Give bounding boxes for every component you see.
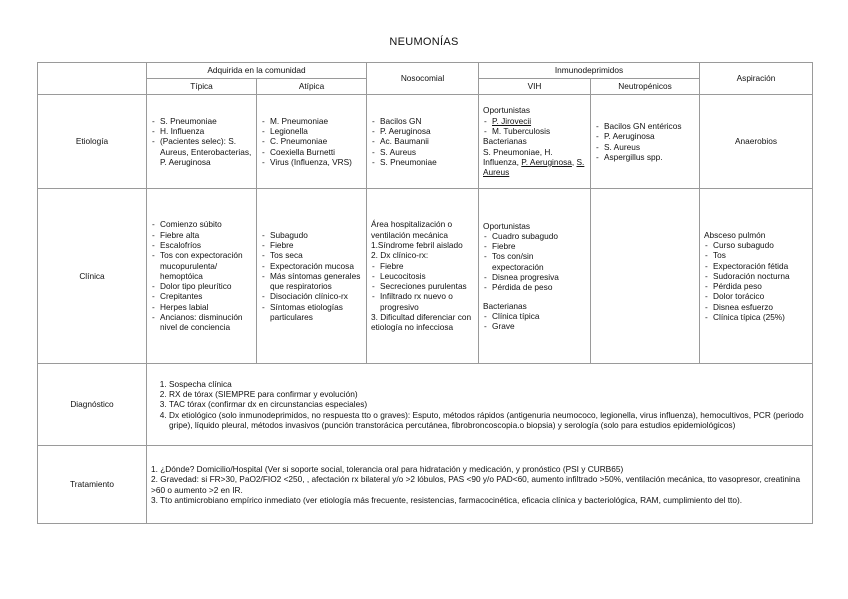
list-item: - Fiebre: [371, 261, 474, 271]
list-item: - Comienzo súbito: [151, 219, 252, 229]
list-item: - Ancianos: disminución nivel de conciencia: [151, 312, 252, 333]
list-item: - Disociación clínico-rx: [261, 291, 362, 301]
etiologia-vih: [479, 95, 591, 189]
list-item: 3. TAC tórax (confirmar dx en circunstancias especiales): [169, 399, 808, 409]
header-nosocomial: Nosocomial: [367, 63, 479, 95]
list-item: - Fiebre alta: [151, 230, 252, 240]
etiologia-atipica: [257, 95, 367, 189]
list-item: - Pérdida de peso: [483, 282, 586, 292]
list-item: - Secreciones purulentas: [371, 281, 474, 291]
clinica-nosocomial: Área hospitalización o ventilación mecánica 1.Síndrome febril aislado 2. Dx clínico-rx: - Fiebre - Leucocitosis - Secreciones purulentas - Infiltrado rx nuevo o progresivo 3. Dificultad diferenciar con etiología no infecciosa: [367, 189, 479, 364]
row-label-etiologia: Etiología: [38, 95, 147, 189]
list-item: - Más síntomas generales que respiratorios: [261, 271, 362, 292]
paragraph: 3. Tto antimicrobiano empírico inmediato (ver etiología más frecuente, resistencias, farmacocinética, eficacia clínica y bacteriológica, RAM, cumplimiento del tto).: [151, 494, 743, 505]
list-item: - Clínica típica: [483, 311, 586, 321]
list-item: 2. RX de tórax (SIEMPRE para confirmar y evolución): [169, 389, 808, 399]
list-item: - Infiltrado rx nuevo o progresivo: [371, 291, 474, 312]
list-item: - Cuadro subagudo: [483, 231, 586, 241]
list-item: - Tos seca: [261, 250, 362, 260]
header-atipica: Atípica: [257, 79, 367, 95]
list-item: 4. Dx etiológico (solo inmunodeprimidos, no respuesta tto o graves): Esputo, métodos rápidos (antigenuria neumococo, legionella, virus influenza), hemocultivos, PCR (periodo gripe), líquido pleural, métodos invasivos (punción transtorácica percutánea, fibrobroncoscopia.o biopsia) y serología (solo para estudios epidemiológicos): [169, 410, 808, 431]
list-item: - P. Aeruginosa: [371, 126, 474, 136]
etiologia-aspiracion: Anaerobios: [700, 95, 813, 189]
tratamiento-content: [147, 446, 813, 524]
list-item: - Disnea esfuerzo: [704, 302, 808, 312]
list-item: - (Pacientes selec): S. Aureus, Enterobacterias, P. Aeruginosa: [151, 136, 252, 167]
list-item: - Subagudo: [261, 230, 362, 240]
row-label-tratamiento: Tratamiento: [38, 446, 147, 524]
clinica-tipica: [147, 189, 257, 364]
list-item: - Pérdida peso: [704, 281, 808, 291]
list-item: - Expectoración mucosa: [261, 261, 362, 271]
list-item: - Síntomas etiologías particulares: [261, 302, 362, 323]
list-item: - Grave: [483, 321, 586, 331]
list-item: - Ac. Baumanii: [371, 136, 474, 146]
list-item: - Escalofríos: [151, 240, 252, 250]
list-item: - Fiebre: [261, 240, 362, 250]
list-item: - P. Aeruginosa: [595, 131, 695, 141]
vih-bacterianas: Bacterianas S. Pneumoniae, H. Influenza, P. Aeruginosa, S. Aureus: [483, 136, 585, 178]
etiologia-nosocomial: [367, 95, 479, 189]
list-item: - Coexiella Burnetti: [261, 147, 362, 157]
list-item: - Dolor torácico: [704, 291, 808, 301]
list-item: - Crepitantes: [151, 291, 252, 301]
etiologia-neutropenicos: [591, 95, 700, 189]
list-item: - S. Aureus: [371, 147, 474, 157]
list-item: - H. Influenza: [151, 126, 252, 136]
list-item: 1. Sospecha clínica: [169, 379, 808, 389]
header-aspiracion: Aspiración: [700, 63, 813, 95]
list-item: - Sudoración nocturna: [704, 271, 808, 281]
list-item: - Virus (Influenza, VRS): [261, 157, 362, 167]
list-item: - Expectoración fétida: [704, 261, 808, 271]
list-item: - Bacilos GN: [371, 116, 474, 126]
header-inmunodeprimidos: Inmunodeprimidos: [479, 63, 700, 79]
list-item: - S. Pneumoniae: [371, 157, 474, 167]
list-item: - Tos: [704, 250, 808, 260]
list-item: - Herpes labial: [151, 302, 252, 312]
paragraph: 2. Gravedad: si FR>30, PaO2/FIO2 <250, , afectación rx bilateral y/o >2 lóbulos, PAS <90 y/o PAD<60, aumento infiltrado >50%, ventilación mecánica, tto vasopresor, creatinina >60 o aumento >2 en IR.: [151, 474, 801, 495]
header-adquirida: Adquirida en la comunidad: [147, 63, 367, 79]
list-item: - Aspergillus spp.: [595, 152, 695, 162]
list-item: - S. Pneumoniae: [151, 116, 252, 126]
header-tipica: Típica: [147, 79, 257, 95]
pneumonia-table: [37, 62, 813, 524]
paragraph: 1. ¿Dónde? Domicilio/Hospital (Ver si soporte social, tolerancia oral para hidratación y medicación, y pronóstico (PSI y CURB65): [151, 463, 624, 474]
row-label-clinica: Clínica: [38, 189, 147, 364]
list-item: - Bacilos GN entéricos: [595, 121, 695, 131]
header-vih: VIH: [479, 79, 591, 95]
list-item: - Curso subagudo: [704, 240, 808, 250]
list-item: - C. Pneumoniae: [261, 136, 362, 146]
list-item: - Disnea progresiva: [483, 272, 586, 282]
list-item: - Legionella: [261, 126, 362, 136]
clinica-aspiracion: Absceso pulmón - Curso subagudo - Tos - Expectoración fétida - Sudoración nocturna - Pérdida peso - Dolor torácico - Disnea esfuerzo - Clínica típica (25%): [700, 189, 813, 364]
clinica-atipica: [257, 189, 367, 364]
clinica-vih: Oportunistas - Cuadro subagudo - Fiebre - Tos con/sin expectoración - Disnea progresiva - Pérdida de peso Bacterianas - Clínica típica - Grave: [479, 189, 591, 364]
list-item: - P. Jirovecii: [483, 116, 586, 126]
corner-cell: [38, 63, 147, 95]
vih-oportunistas-label: Oportunistas: [483, 105, 531, 116]
clinica-neutropenicos: [591, 189, 700, 364]
list-item: - Tos con expectoración mucopurulenta/ hemoptóica: [151, 250, 252, 281]
list-item: - Leucocitosis: [371, 271, 474, 281]
list-item: - Fiebre: [483, 241, 586, 251]
list-item: - Dolor tipo pleurítico: [151, 281, 252, 291]
row-label-diagnostico: Diagnóstico: [38, 364, 147, 446]
diagnostico-content: [147, 364, 813, 446]
list-item: - M. Pneumoniae: [261, 116, 362, 126]
list-item: - Clínica típica (25%): [704, 312, 808, 322]
list-item: - M. Tuberculosis: [483, 126, 586, 136]
list-item: - S. Aureus: [595, 142, 695, 152]
etiologia-tipica: [147, 95, 257, 189]
header-neutropenicos: Neutropénicos: [591, 79, 700, 95]
list-item: - Tos con/sin expectoración: [483, 251, 586, 272]
page-title: NEUMONÍAS: [389, 36, 459, 48]
